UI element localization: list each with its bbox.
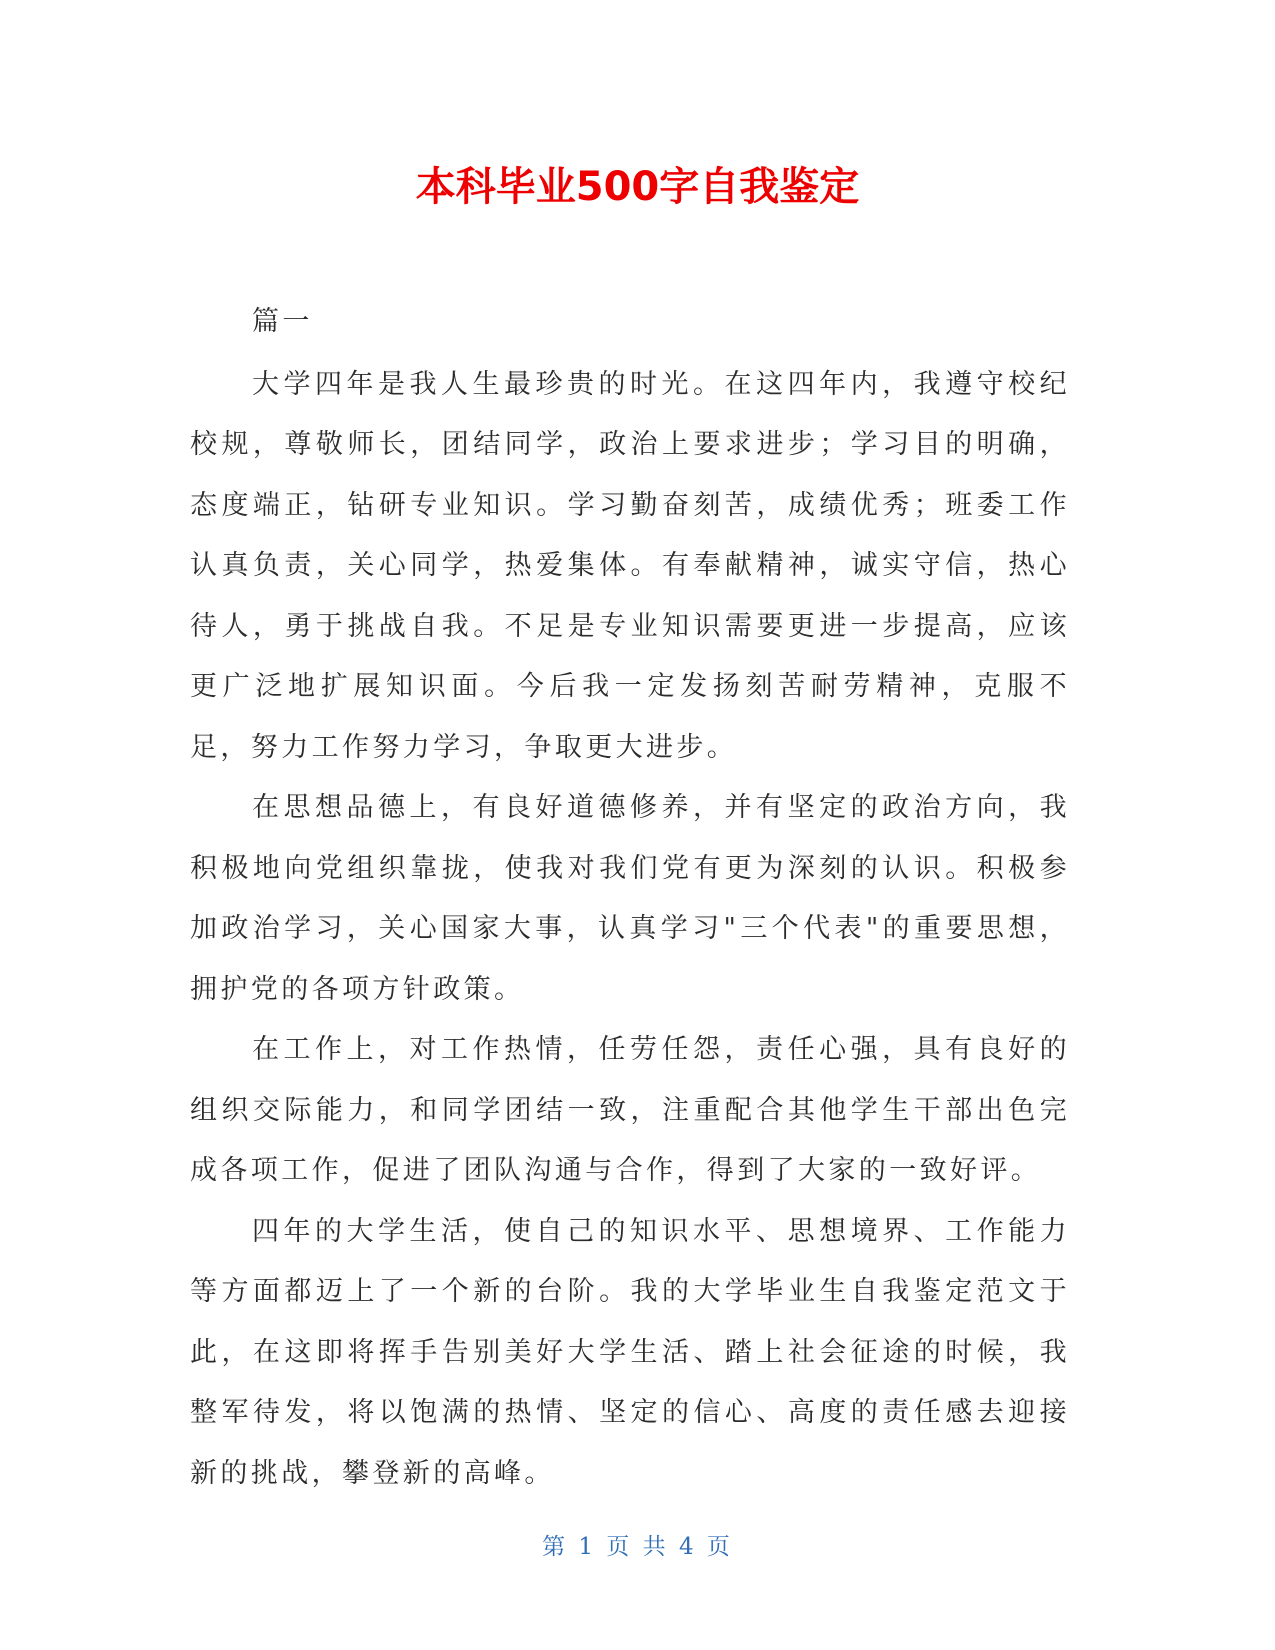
paragraph-3: 在工作上，对工作热情，任劳任怨，责任心强，具有良好的组织交际能力，和同学团结一致，注重配合其他学生干部出色完成各项工作，促进了团队沟通与合作，得到了大家的一致好评。 xyxy=(190,1034,1070,1186)
paragraph-4: 四年的大学生活，使自己的知识水平、思想境界、工作能力等方面都迈上了一个新的台阶。我的大学毕业生自我鉴定范文于此，在这即将挥手告别美好大学生活、踏上社会征途的时候，我整军待发，将以饱满的热情、坚定的信心、高度的责任感去迎接新的挑战，攀登新的高峰。 xyxy=(190,1215,1070,1489)
document-title: 本科毕业500字自我鉴定 xyxy=(415,164,860,210)
paragraph-2: 在思想品德上，有良好道德修养，并有坚定的政治方向，我积极地向党组织靠拢，使我对我们党有更为深刻的认识。积极参加政治学习，关心国家大事，认真学习"三个代表"的重要思想，拥护党的各项方针政策。 xyxy=(190,792,1070,1005)
document-body xyxy=(190,292,1070,1504)
paragraph-1: 大学四年是我人生最珍贵的时光。在这四年内，我遵守校纪校规，尊敬师长，团结同学，政治上要求进步；学习目的明确，态度端正，钻研专业知识。学习勤奋刻苦，成绩优秀；班委工作认真负责，关心同学，热爱集体。有奉献精神，诚实守信，热心待人，勇于挑战自我。不足是专业知识需要更进一步提高，应该更广泛地扩展知识面。今后我一定发扬刻苦耐劳精神，克服不足，努力工作努力学习，争取更大进步。 xyxy=(190,368,1070,763)
section-label: 篇一 xyxy=(252,306,313,337)
page-number-footer: 第 1 页 共 4 页 xyxy=(542,1534,733,1560)
